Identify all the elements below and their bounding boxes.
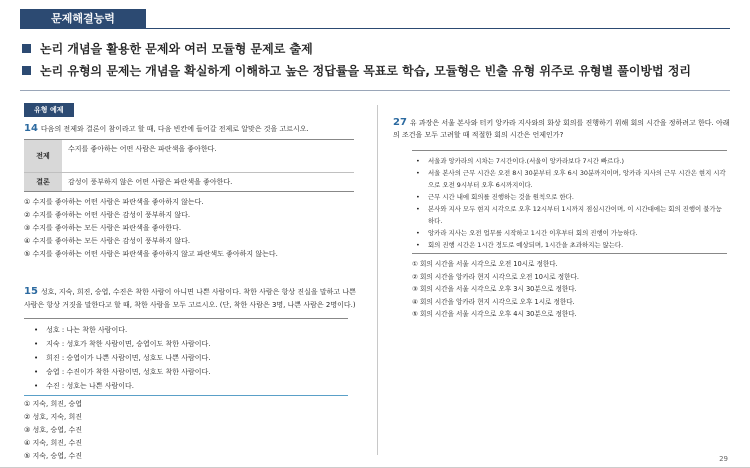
answer-option[interactable]: ① 수지를 좋아하는 어떤 사람은 파란색을 좋아하지 않는다. (24, 198, 204, 206)
summary-bullet-2 (22, 62, 691, 79)
question-text: 성호, 지숙, 희진, 승엽, 수진은 착한 사람이 아니면 나쁜 사람이다. 착한 사람은 항상 진실을 말하고 나쁜 사람은 항상 거짓을 말한다고 할 때, 착한 사람을 모두 고르시오. (단, 착한 사람은 3명, 나쁜 사람은 2명이다.) (24, 288, 356, 309)
question-15-conditions (24, 318, 348, 396)
condition-item: • 서울 본사의 근무 시간은 오전 8시 30분부터 오후 6시 30분까지이며, 앙카라 지사의 근무 시간은 현지 시각으로 오전 9시부터 오후 6시까지이다. (416, 169, 726, 189)
condition-item: • 희진 : 승엽이가 나쁜 사람이면, 성호도 나쁜 사람이다. (34, 351, 348, 365)
header-rule (20, 90, 730, 91)
condition-item: • 앙카라 지사는 오전 업무를 시작하고 1시간 이후부터 회의 진행이 가능하다. (416, 229, 638, 237)
question-number: 27 (393, 117, 407, 128)
question-27-conditions (412, 150, 727, 254)
answer-option[interactable]: ② 수지를 좋아하는 어떤 사람은 감성이 풍부하지 않다. (24, 211, 191, 219)
question-27 (393, 117, 733, 141)
premise-label: 전제 (24, 140, 62, 172)
condition-item: • 성호 : 나는 착한 사람이다. (34, 323, 348, 337)
condition-item: • 승엽 : 수진이가 착한 사람이면, 성호도 착한 사람이다. (34, 365, 348, 379)
condition-item: • 본사와 지사 모두 현지 시각으로 오후 12시부터 1시까지 점심시간이며, 이 시간대에는 회의 진행이 불가능하다. (416, 205, 722, 225)
section-title: 문제해결능력 (20, 9, 146, 29)
summary-bullet-text: 논리 개념을 활용한 문제와 여러 모듈형 문제로 출제 (40, 42, 313, 56)
summary-bullet-text: 논리 유형의 문제는 개념을 확실하게 이해하고 높은 정답률을 목표로 학습, 모듈형은 빈출 유형 위주로 유형별 풀이방법 정리 (40, 64, 692, 78)
answer-option[interactable]: ③ 수지를 좋아하는 모든 사람은 파란색을 좋아한다. (24, 224, 182, 232)
column-divider (377, 105, 378, 455)
question-27-options (412, 258, 579, 321)
question-15-options (24, 398, 82, 463)
answer-option[interactable]: ② 성호, 지숙, 희진 (24, 413, 82, 421)
answer-option[interactable]: ② 회의 시간을 앙카라 현지 시각으로 오전 10시로 정한다. (412, 272, 579, 281)
answer-option[interactable]: ③ 회의 시간을 서울 시각으로 오후 3시 30분으로 정한다. (412, 285, 577, 294)
example-badge: 유형 예제 (24, 103, 74, 117)
condition-item: • 회의 진행 시간은 1시간 정도로 예상되며, 1시간을 초과하지는 않는다. (416, 241, 624, 249)
condition-item: • 수진 : 성호는 나쁜 사람이다. (34, 379, 348, 393)
conclusion-row (24, 172, 354, 191)
premise-table (24, 139, 354, 192)
premise-row (24, 140, 354, 172)
question-15 (24, 285, 360, 312)
answer-option[interactable]: ① 지숙, 희진, 승엽 (24, 400, 82, 408)
section-divider (146, 28, 730, 29)
answer-option[interactable]: ③ 성호, 승엽, 수진 (24, 426, 82, 434)
answer-option[interactable]: ⑤ 수지를 좋아하는 어떤 사람은 파란색을 좋아하지 않고 파란색도 좋아하지 않는다. (24, 250, 278, 258)
question-number: 15 (24, 286, 38, 297)
conclusion-text: 감성이 풍부하지 않은 어떤 사람은 파란색을 좋아한다. (68, 178, 233, 186)
summary-bullet-1 (22, 40, 313, 57)
premise-text: 수지를 좋아하는 어떤 사람은 파란색을 좋아한다. (68, 145, 217, 153)
answer-option[interactable]: ④ 수지를 좋아하는 모든 사람은 감성이 풍부하지 않다. (24, 237, 191, 245)
square-bullet-icon (22, 44, 31, 53)
square-bullet-icon (22, 66, 31, 75)
condition-item: • 서울과 앙카라의 시차는 7시간이다.(서울이 앙카라보다 7시간 빠르다.) (416, 157, 625, 165)
answer-option[interactable]: ⑤ 회의 시간을 서울 시각으로 오후 4시 30분으로 정한다. (412, 310, 577, 319)
answer-option[interactable]: ④ 지숙, 희진, 수진 (24, 439, 82, 447)
answer-option[interactable]: ① 회의 시간을 서울 시각으로 오전 10시로 정한다. (412, 260, 558, 268)
question-number: 14 (24, 123, 38, 134)
answer-option[interactable]: ④ 회의 시간을 앙카라 현지 시각으로 오후 1시로 정한다. (412, 297, 575, 306)
page-number: 29 (719, 455, 728, 463)
question-14-options (24, 196, 278, 261)
condition-item: • 근무 시간 내에 회의를 진행하는 것을 원칙으로 한다. (416, 193, 574, 201)
question-text: 다음의 전제와 결론이 참이라고 할 때, 다음 빈칸에 들어갈 전제로 알맞은 것을 고르시오. (40, 125, 309, 133)
question-text: 유 과장은 서울 본사와 터키 앙카라 지사와의 화상 회의를 진행하기 위해 회의 시간을 정하려고 한다. 아래의 조건을 모두 고려할 때 적절한 회의 시간은 언제인가? (393, 119, 730, 139)
conclusion-label: 결론 (24, 173, 62, 191)
condition-item: • 지숙 : 성호가 착한 사람이면, 승엽이도 착한 사람이다. (34, 337, 348, 351)
answer-option[interactable]: ⑤ 지숙, 승엽, 수진 (24, 452, 82, 460)
question-14 (24, 123, 354, 135)
